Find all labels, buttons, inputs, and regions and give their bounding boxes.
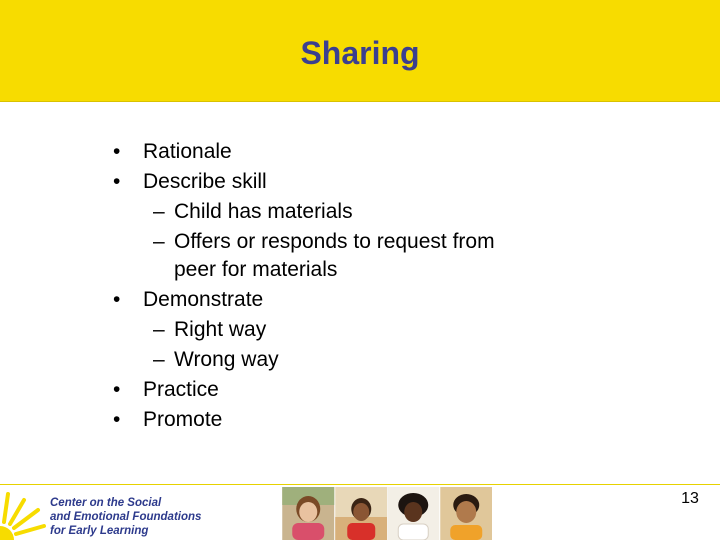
dash-marker: – <box>153 348 165 371</box>
bullet-marker: • <box>113 378 121 401</box>
bullet-marker: • <box>113 170 121 193</box>
footer-divider <box>0 484 720 485</box>
bullet-text: Rationale <box>143 140 232 163</box>
bullet-item <box>113 285 673 315</box>
bullet-text: Practice <box>143 378 219 401</box>
sub-bullet-continuation: peer for materials <box>174 258 338 281</box>
sub-bullet-text: Child has materials <box>174 200 353 223</box>
bullet-text: Demonstrate <box>143 288 264 311</box>
bullet-item <box>113 405 673 435</box>
bullet-marker: • <box>113 288 121 311</box>
child-photo-4 <box>440 487 493 540</box>
dash-marker: – <box>153 230 165 253</box>
bullet-item <box>113 375 673 405</box>
dash-marker: – <box>153 318 165 341</box>
dash-marker: – <box>153 200 165 223</box>
title-divider <box>0 101 720 102</box>
sub-bullet-text: Offers or responds to request from <box>174 230 495 253</box>
logo-line: and Emotional Foundations <box>50 511 202 523</box>
sub-bullet-item <box>113 345 673 375</box>
children-photo-strip <box>282 487 492 540</box>
logo-line: for Early Learning <box>50 525 149 537</box>
bullet-marker: • <box>113 140 121 163</box>
page-number: 13 <box>681 490 699 507</box>
bullet-marker: • <box>113 408 121 431</box>
bullet-list <box>113 137 673 435</box>
sub-bullet-item <box>113 197 673 227</box>
child-photo-2 <box>335 487 388 540</box>
bullet-item <box>113 137 673 167</box>
bullet-text: Describe skill <box>143 170 267 193</box>
slide-title: Sharing <box>300 35 420 71</box>
sub-bullet-item <box>113 315 673 345</box>
organization-logo-text <box>50 496 201 538</box>
child-photo-1 <box>282 487 335 540</box>
sub-bullet-text: Wrong way <box>174 348 279 371</box>
sub-bullet-item <box>113 227 673 257</box>
bullet-text: Promote <box>143 408 223 431</box>
bullet-item <box>113 167 673 197</box>
logo-line: Center on the Social <box>50 497 162 509</box>
child-photo-3 <box>387 487 440 540</box>
sub-bullet-text: Right way <box>174 318 267 341</box>
sun-logo-icon <box>0 488 46 540</box>
